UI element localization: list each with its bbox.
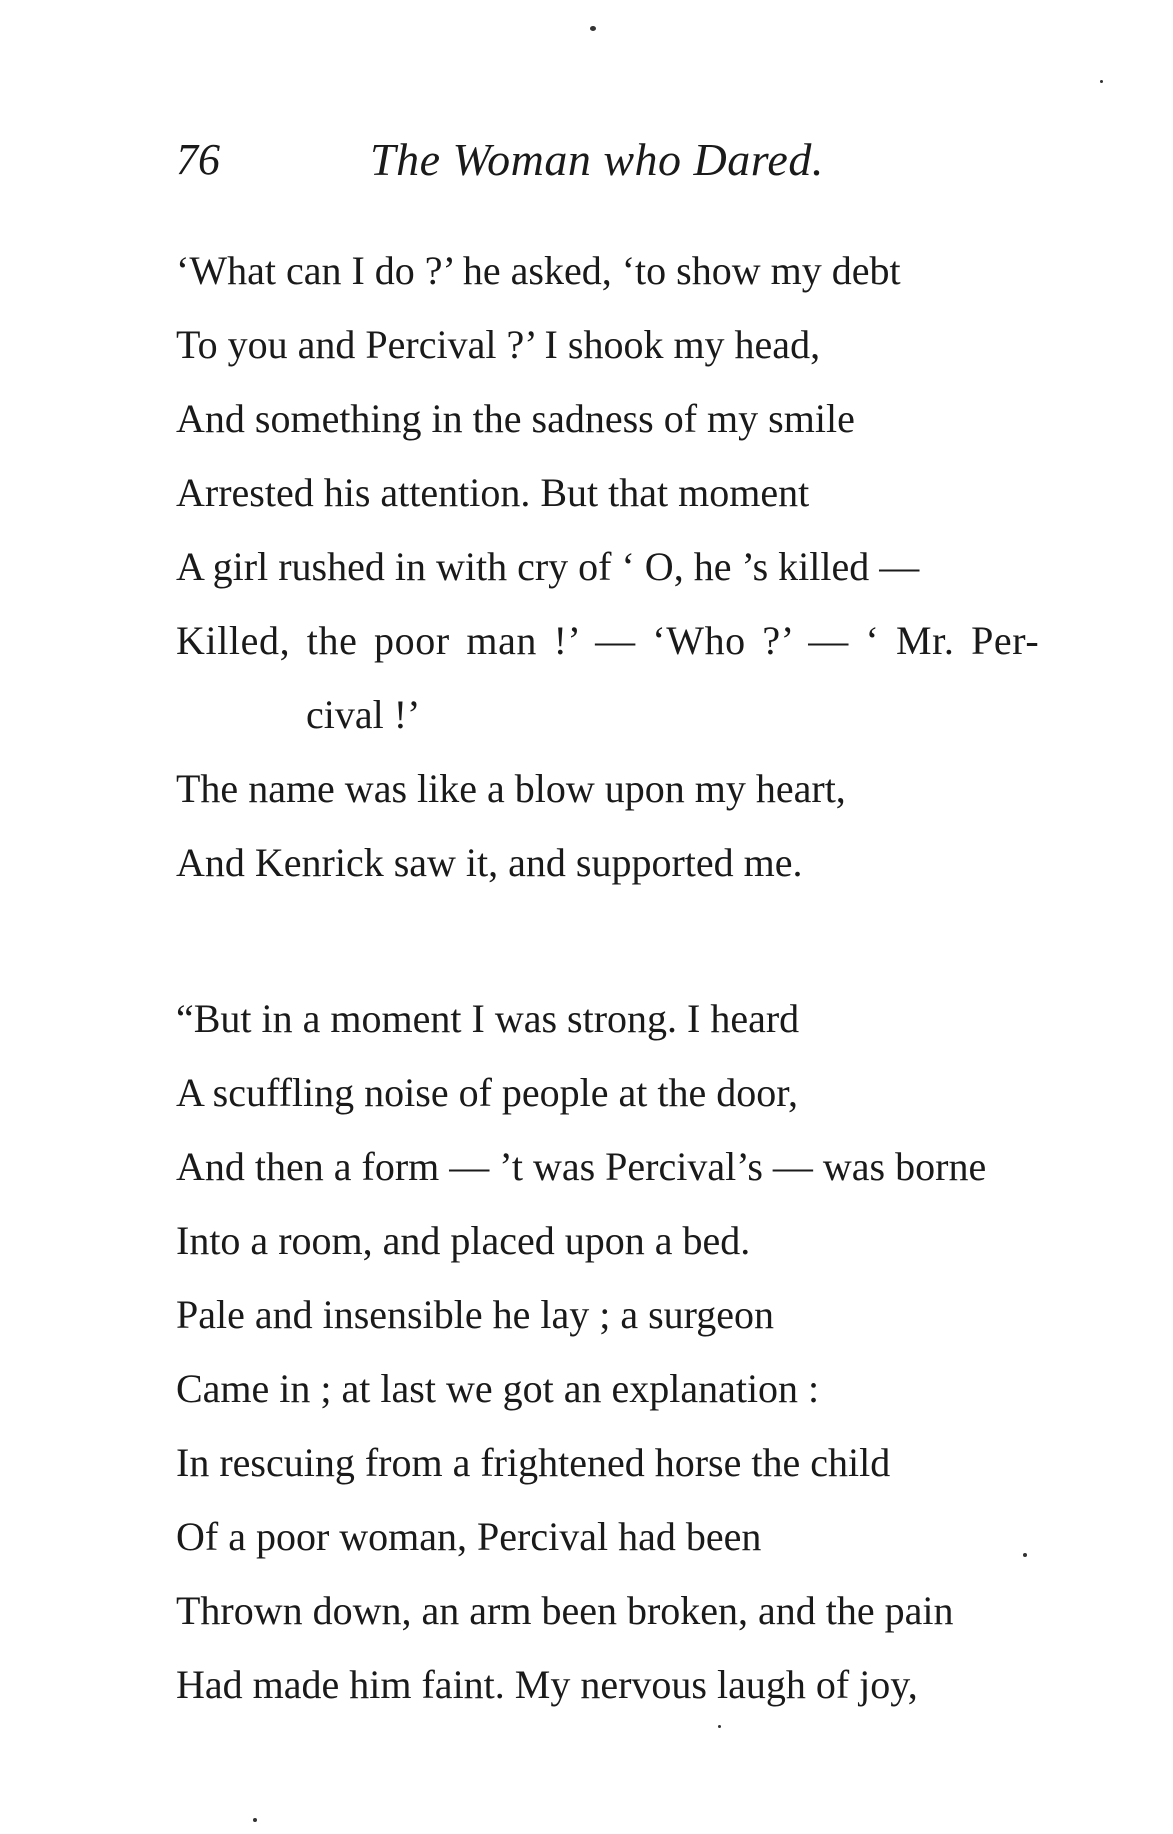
verse-line: [0, 530, 1173, 604]
verse-line-text: Of a poor woman, Percival had been: [176, 1514, 762, 1559]
verse-line: [0, 1500, 1173, 1574]
scan-speck: [1100, 80, 1103, 83]
verse-line-text: To you and Percival ?’ I shook my head,: [176, 322, 821, 367]
verse-line: [0, 1130, 1173, 1204]
page-number: 76: [176, 135, 220, 184]
verse-line: [0, 1648, 1173, 1722]
verse-line-text: Arrested his attention. But that moment: [176, 470, 810, 515]
verse-line-text: ‘What can I do ?’ he asked, ‘to show my debt: [176, 248, 901, 293]
verse-line: [0, 382, 1173, 456]
stanza-1: [0, 234, 1173, 900]
verse-line-text: Into a room, and placed upon a bed.: [176, 1218, 751, 1263]
verse-line: [0, 982, 1173, 1056]
verse-line: [0, 826, 1173, 900]
verse-line-text: Came in ; at last we got an explanation :: [176, 1366, 820, 1411]
running-title: The Woman who Dared.: [370, 134, 824, 185]
verse-line: [0, 1204, 1173, 1278]
verse-line-continuation: [0, 678, 1173, 752]
verse-line-text: A scuffling noise of people at the door,: [176, 1070, 798, 1115]
verse-line: [0, 234, 1173, 308]
verse-line-text: Pale and insensible he lay ; a surgeon: [176, 1292, 775, 1337]
verse-line-text: And then a form — ’t was Percival’s — was borne: [176, 1144, 987, 1189]
stanza-2: [0, 982, 1173, 1722]
verse-line-text: Killed, the poor man !’ — ‘Who ?’ — ‘ Mr. Per-: [176, 618, 1040, 663]
verse-line-text: And Kenrick saw it, and supported me.: [176, 840, 803, 885]
running-header: [0, 130, 1173, 190]
verse-line-text: A girl rushed in with cry of ‘ O, he ’s killed —: [176, 544, 920, 589]
verse-line: [0, 1574, 1173, 1648]
verse-line-text: Had made him faint. My nervous laugh of joy,: [176, 1662, 918, 1707]
verse-line: [0, 456, 1173, 530]
verse-line-text: In rescuing from a frightened horse the child: [176, 1440, 891, 1485]
verse-line-text: Thrown down, an arm been broken, and the pain: [176, 1588, 954, 1633]
verse-line-text: And something in the sadness of my smile: [176, 396, 855, 441]
verse-line: [0, 1426, 1173, 1500]
scan-speck: [590, 26, 596, 31]
verse-line-text: The name was like a blow upon my heart,: [176, 766, 846, 811]
verse-line: [0, 752, 1173, 826]
scan-speck: [718, 1725, 721, 1728]
verse-line: [0, 604, 1173, 678]
verse-line: [0, 1056, 1173, 1130]
verse-line-text: cival !’: [306, 692, 421, 737]
verse-line: [0, 308, 1173, 382]
scan-speck: [1023, 1553, 1027, 1557]
scan-speck: [253, 1818, 257, 1822]
verse-line: [0, 1352, 1173, 1426]
verse-line-text: “But in a moment I was strong. I heard: [176, 996, 800, 1041]
verse-line: [0, 1278, 1173, 1352]
